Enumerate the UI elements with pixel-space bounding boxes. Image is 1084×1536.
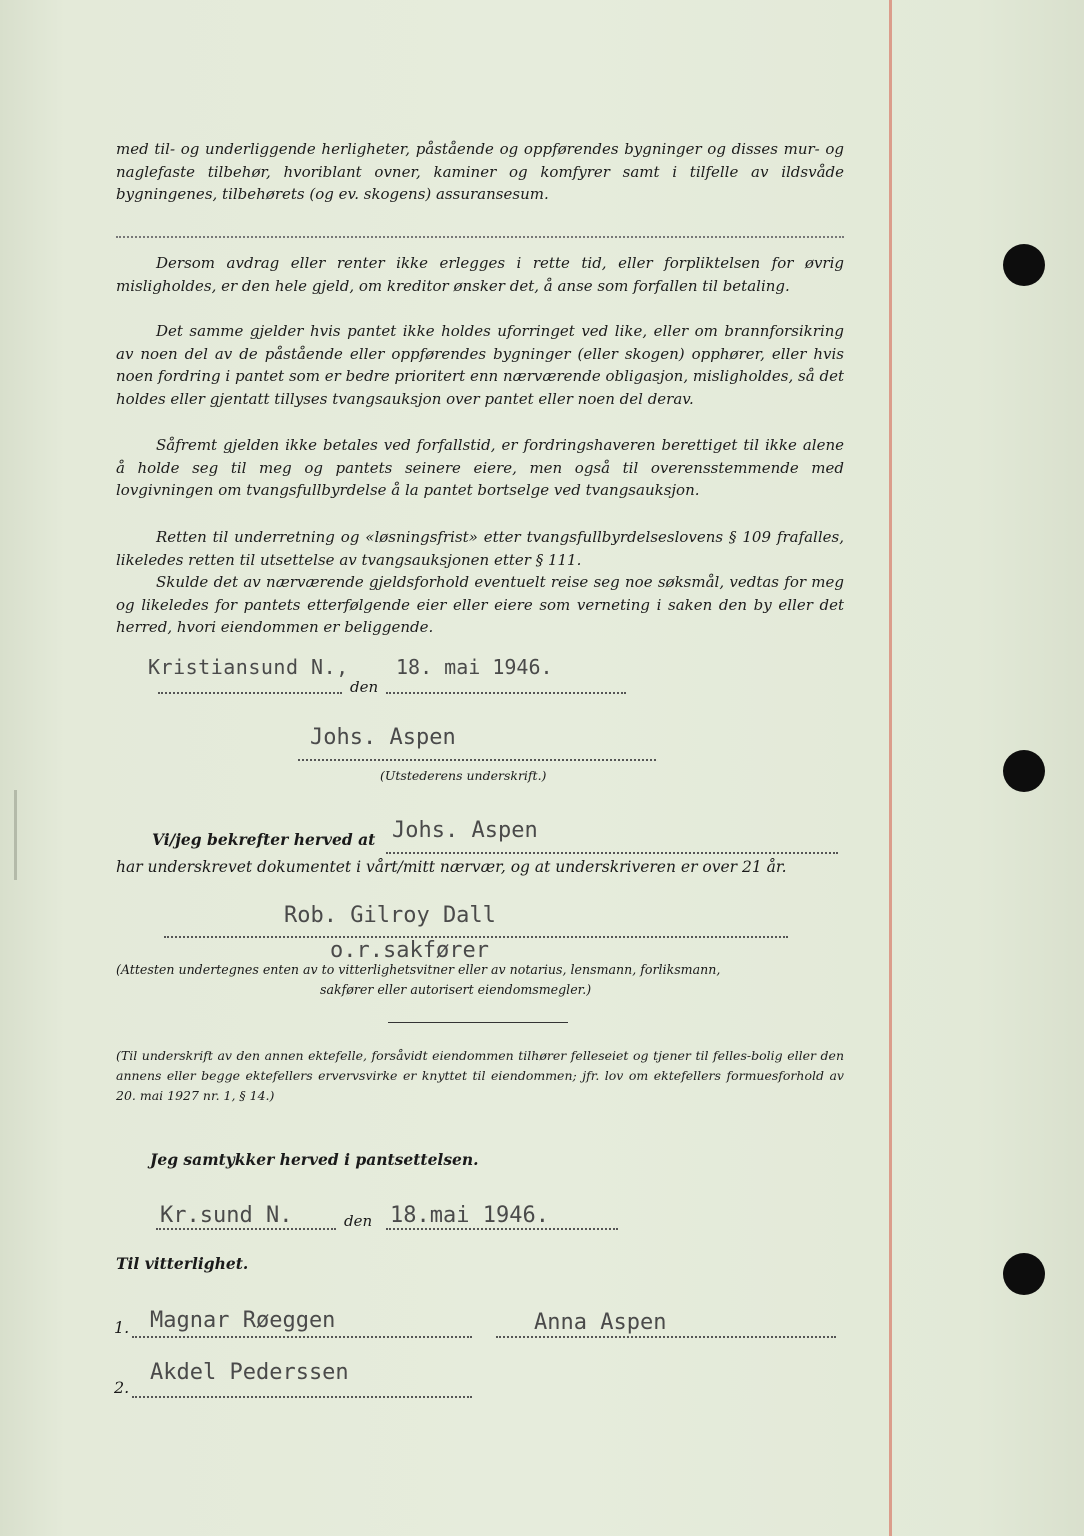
witness-number-2: 2. [114, 1378, 130, 1397]
spouse-note: (Til underskrift av den annen ektefelle, forsåvidt eiendommen tilhører felleseiet og tjener til felles-bolig eller den annens eller begge ektefellers ervervsvirke er knyttet til eiendommen; jfr. lov om ektefellers formuesforhold av 20. mai 1927 nr. 1, § 14.) [116, 1048, 844, 1103]
date-dots [386, 692, 626, 694]
section-rule [388, 1022, 568, 1023]
separator-dots [116, 236, 844, 238]
issuer-caption: (Utstederens underskrift.) [380, 768, 547, 783]
confirmation-prefix: Vi/jeg bekrefter herved at [152, 830, 376, 849]
witness-heading: Til vitterlighet. [116, 1254, 249, 1273]
place-field: Kristiansund N., [148, 655, 349, 679]
confirmed-signer-name: Johs. Aspen [392, 818, 538, 843]
consent-date-dots [386, 1228, 618, 1230]
consent-place-dots [156, 1228, 336, 1230]
consent-den-label: den [344, 1212, 373, 1230]
confirmation-name-line [386, 852, 838, 854]
consent-text: Jeg samtykker herved i pantsettelsen. [150, 1150, 479, 1169]
attester-note-line2: sakfører eller autorisert eiendomsmegler.) [320, 982, 592, 997]
witness-1-signature: Magnar Røeggen [150, 1308, 336, 1333]
term-paragraph-2: Det samme gjelder hvis pantet ikke holdes uforringet ved like, eller om brannforsikring av noen del av de påstående eller oppførendes bygninger (eller skogen) opphører, eller hvis noen fordring i pantet som er bedre prioritert enn nærværende obligasjon, misligholdes, så det holdes eller gjentatt tillyses tvangsauksjon over pantet eller noen del derav. [116, 322, 844, 408]
attester-signature: Rob. Gilroy Dall [284, 903, 496, 928]
issuer-signature: Johs. Aspen [310, 725, 456, 750]
term-paragraph-1: Dersom avdrag eller renter ikke erlegges i rette tid, eller forpliktelsen for øvrig misligholdes, er den hele gjeld, om kreditor ønsker det, å anse som forfallen til betaling. [116, 254, 844, 295]
term-paragraph-5: Skulde det av nærværende gjeldsforhold eventuelt reise seg noe søksmål, vedtas for meg og likeledes for pantets etterfølgende eier eller eiere som verneting i saken den by eller det herred, hvori eiendommen er beliggende. [116, 573, 844, 636]
witness-2-signature: Akdel Pederssen [150, 1360, 349, 1385]
issuer-signature-line [298, 759, 656, 761]
den-label: den [350, 678, 379, 696]
spouse-signature-line [496, 1336, 836, 1338]
intro-paragraph: med til- og underliggende herligheter, påstående og oppførendes bygninger og disses mur- og naglefaste tilbehør, hvoriblant ovner, kaminer og komfyrer samt i tilfelle av ildsvåde bygningenes, tilbehørets (og ev. skogens) assuransesum. [116, 140, 844, 203]
margin-rule [889, 0, 892, 1536]
witness-number-1: 1. [114, 1318, 130, 1337]
punch-hole [1003, 1253, 1045, 1295]
attester-title: o.r.sakfører [330, 938, 489, 963]
term-paragraph-4: Retten til underretning og «løsningsfrist» etter tvangsfullbyrdelseslovens § 109 frafalles, likeledes retten til utsettelse av tvangsauksjonen etter § 111. [116, 528, 844, 569]
punch-hole [1003, 244, 1045, 286]
consent-place: Kr.sund N. [160, 1203, 293, 1228]
witness-2-line [132, 1396, 472, 1398]
page-edge-mark [14, 790, 17, 880]
spouse-signature: Anna Aspen [534, 1310, 667, 1335]
term-paragraph-3: Såfremt gjelden ikke betales ved forfallstid, er fordringshaveren berettiget til ikke alene å holde seg til meg og pantets seinere eiere, men også til overensstemmende med lovgivningen om tvangsfullbyrdelse å la pantet bortselge ved tvangsauksjon. [116, 436, 844, 499]
confirmation-line2: har underskrevet dokumentet i vårt/mitt nærvær, og at underskriveren er over 21 år. [116, 858, 787, 876]
place-dots [158, 692, 342, 694]
attester-note-line1: (Attesten undertegnes enten av to vitterlighetsvitner eller av notarius, lensmann, forliksmann, [116, 962, 721, 977]
date-field: 18. mai 1946. [396, 655, 553, 679]
witness-1-line [132, 1336, 472, 1338]
consent-date: 18.mai 1946. [390, 1203, 549, 1228]
punch-hole [1003, 750, 1045, 792]
